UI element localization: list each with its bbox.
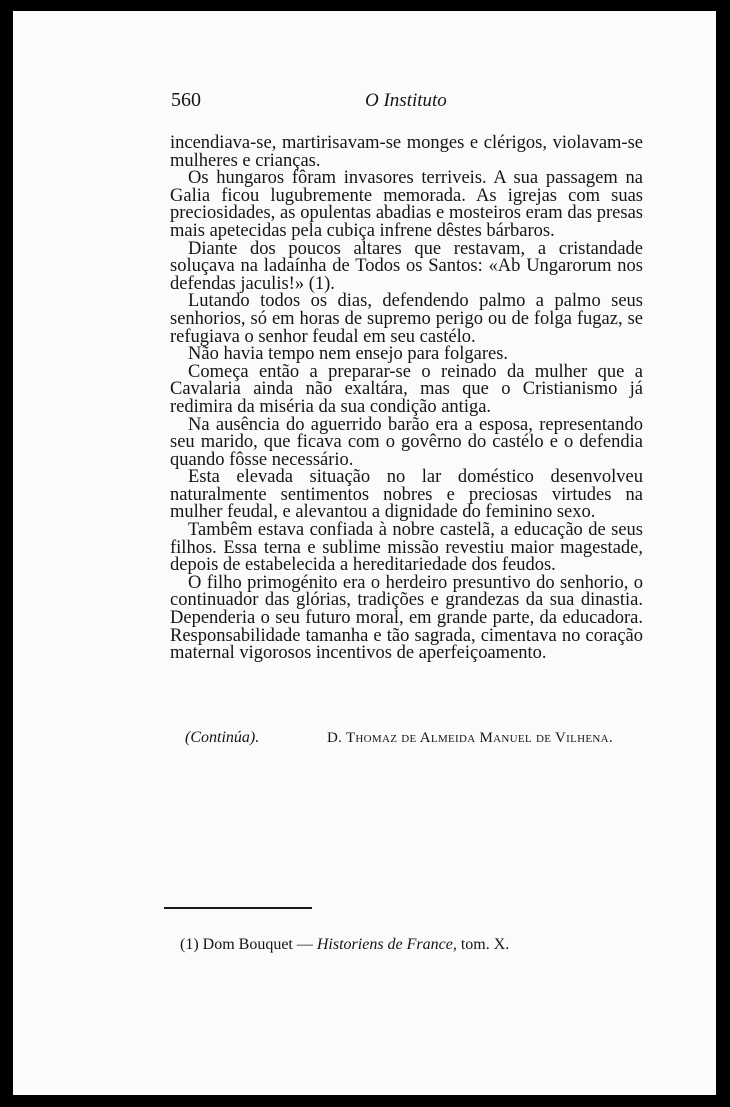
footnote-marker: (1) [180,936,199,953]
footnote-author: Dom Bouquet — [202,936,313,953]
body-text [170,135,643,663]
signature-line [185,729,625,751]
paragraph: Tambêm estava confiada à nobre castelã, a educação de seus filhos. Essa terna e sublime missão revestiu maior magestade, depois de estabelecida a hereditariedade dos feudos. [170,520,643,576]
continued-note: (Continúa). [185,729,260,746]
document-page [13,11,716,1095]
paragraph: Na ausência do aguerrido barão era a esposa, representando seu marido, que ficava com o govêrno do castélo e o defendia quando fôsse necessário. [170,414,643,470]
paragraph: O filho primogénito era o herdeiro presuntivo do senhorio, o continuador das glórias, tradições e grandezas da sua dinastia. Dependeria o seu futuro moral, em grande parte, da educadora. Responsabilidade tamanha e tão sagrada, cimentava no coração maternal vigorosos incentivos de aperfeiçoamento. [170,572,643,664]
paragraph: incendiava-se, martirisavam-se monges e clérigos, violavam-se mulheres e crianças. [170,133,643,171]
running-title: O Instituto [365,90,447,111]
footnote [180,936,509,954]
paragraph: Diante dos poucos altares que restavam, a cristandade soluçava na ladaínha de Todos os Santos: «Ab Ungarorum nos defendas jaculis!» (1). [170,238,643,294]
paragraph: Esta elevada situação no lar doméstico desenvolveu naturalmente sentimentos nobres e preciosas virtudes na mulher feudal, e alevantou a dignidade do feminino sexo. [170,467,643,523]
paragraph: Os hungaros fôram invasores terriveis. A sua passagem na Galia ficou lugubremente memorada. As igrejas com suas preciosidades, as opulentas abadias e mosteiros eram das presas mais apetecidas pela cubiça infrene dêstes bárbaros. [170,168,643,241]
paragraph: Começa então a preparar-se o reinado da mulher que a Cavalaria ainda não exaltára, mas que o Cristianismo já redimira da miséria da sua condição antiga. [170,361,643,417]
page-header [13,89,716,115]
page-number: 560 [171,89,201,111]
paragraph: Lutando todos os dias, defendendo palmo a palmo seus senhorios, só em horas de supremo perigo ou de folga fugaz, se refugiava o senhor feudal em seu castélo. [170,291,643,347]
footnote-source-title: Historiens de France, [316,936,457,953]
footnote-divider [164,907,312,909]
article-author: D. Thomaz de Almeida Manuel de Vilhena. [327,730,613,746]
paragraph: Não havia tempo nem ensejo para folgares. [188,344,509,365]
footnote-reference: tom. X. [460,936,510,953]
